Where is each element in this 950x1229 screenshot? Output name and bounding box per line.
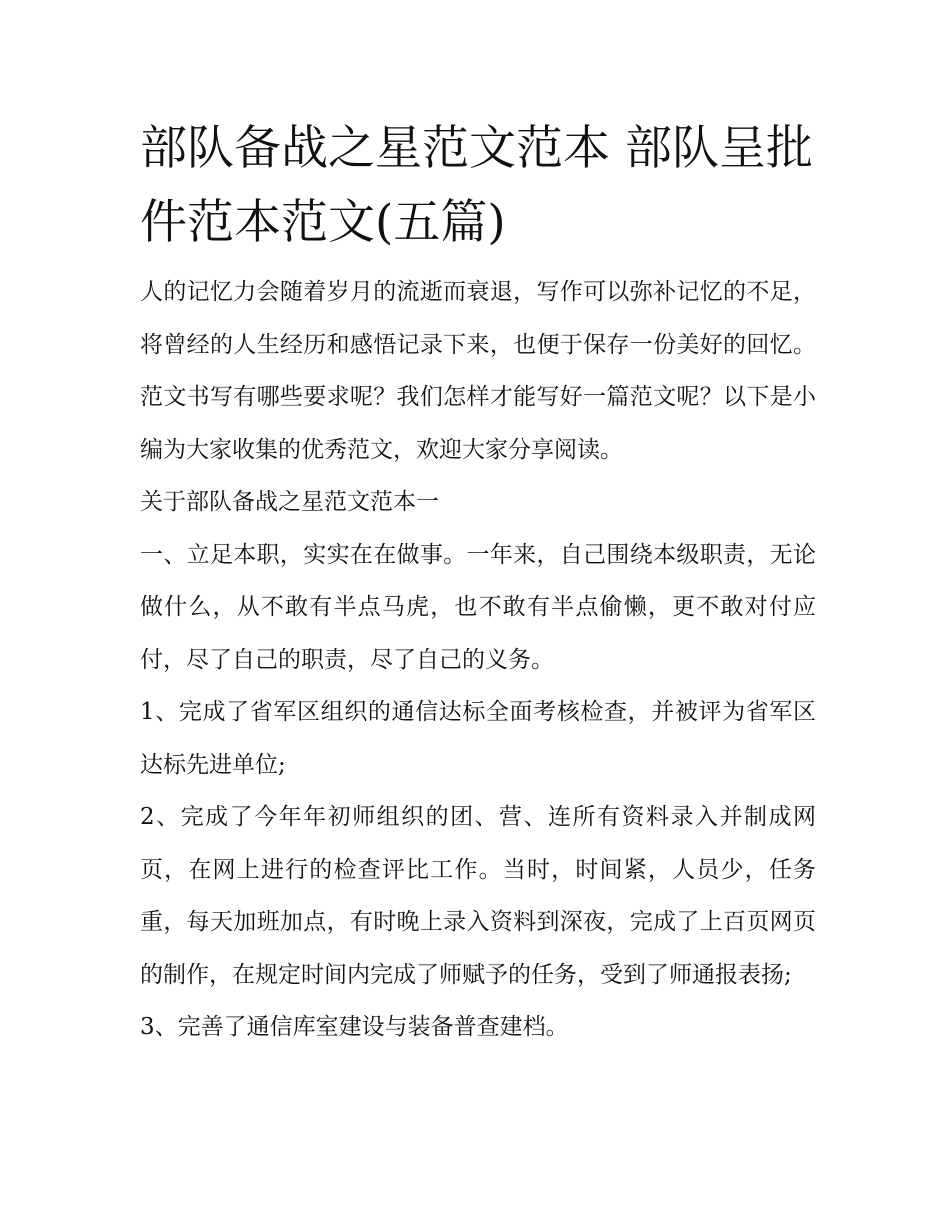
section-heading: 关于部队备战之星范文范本一 [140, 489, 439, 515]
list-item-1: 1、完成了省军区组织的通信达标全面考核检查，并被评为省军区达标先进单位; [140, 699, 816, 778]
intro-paragraph: 人的记忆力会随着岁月的流逝而衰退，写作可以弥补记忆的不足，将曾经的人生经历和感悟记录下来，也便于保存一份美好的回忆。范文书写有哪些要求呢？我们怎样才能写好一篇范文呢？以下是小编为大家收集的优秀范文，欢迎大家分享阅读。 [140, 279, 816, 463]
list-item-3: 3、完善了通信库室建设与装备普查建档。 [140, 1014, 569, 1040]
document-body [140, 112, 816, 1054]
body-paragraph-1: 一、立足本职，实实在在做事。一年来，自己围绕本级职责，无论做什么，从不敢有半点马虎，也不敢有半点偷懒，更不敢对付应付，尽了自己的职责，尽了自己的义务。 [140, 541, 816, 673]
document-title: 部队备战之星范文范本 部队呈批件范本范文(五篇) [140, 121, 813, 250]
list-item-2: 2、完成了今年年初师组织的团、营、连所有资料录入并制成网页，在网上进行的检查评比工作。当时，时间紧，人员少，任务重，每天加班加点，有时晚上录入资料到深夜，完成了上百页网页的制作，在规定时间内完成了师赋予的任务，受到了师通报表扬; [140, 804, 816, 988]
